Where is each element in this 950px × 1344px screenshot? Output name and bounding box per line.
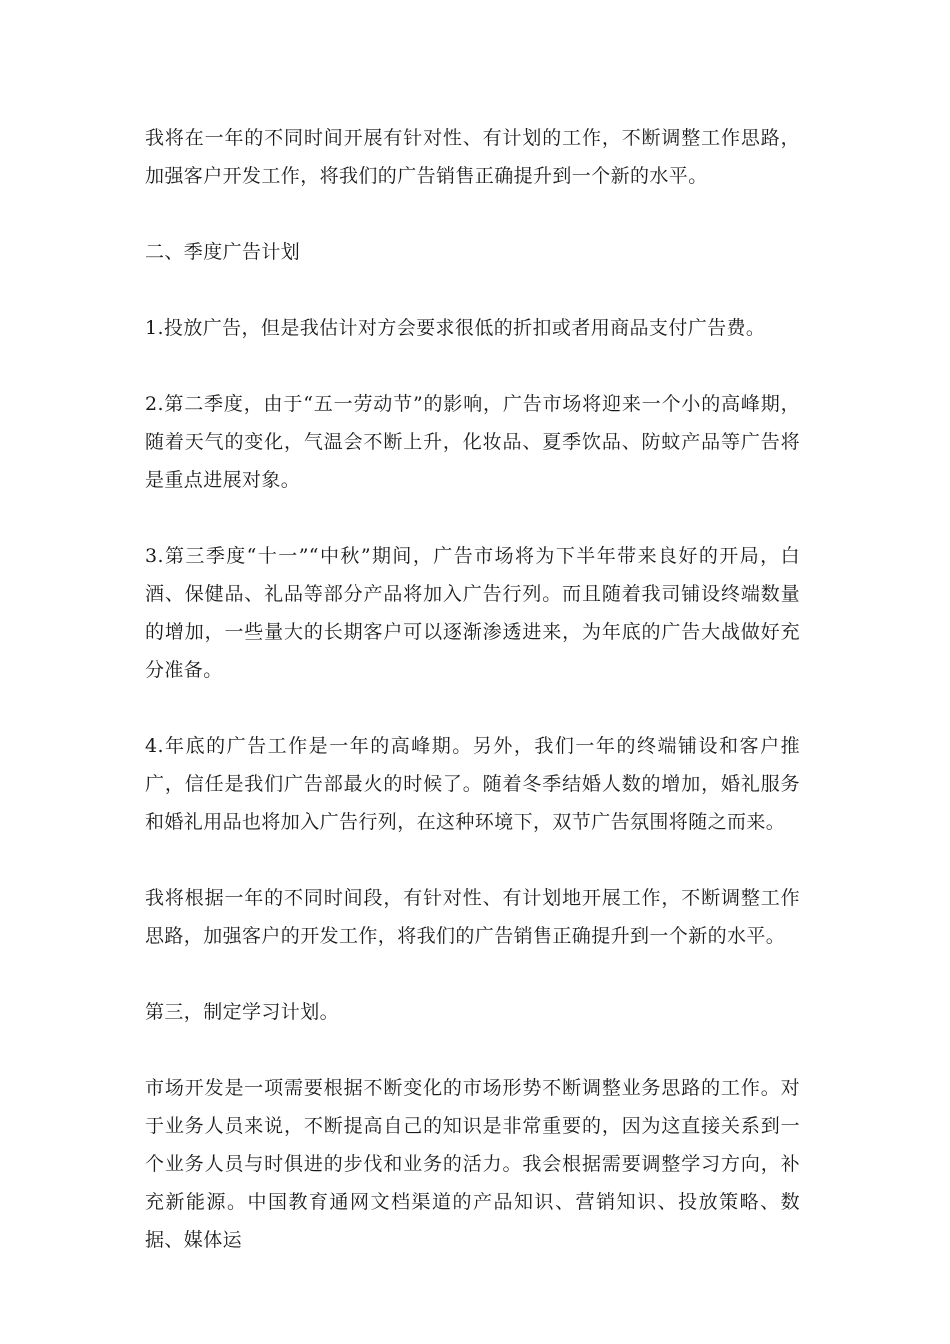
list-item-2: 2.第二季度，由于“五一劳动节”的影响，广告市场将迎来一个小的高峰期，随着天气的变化，气温会不断上升，化妆品、夏季饮品、防蚊产品等广告将是重点进展对象。 [145, 393, 800, 491]
list-item-3: 3.第三季度“十一”“中秋”期间，广告市场将为下半年带来良好的开局，白酒、保健品、礼品等部分产品将加入广告行列。而且随着我司铺设终端数量的增加，一些量大的长期客户可以逐渐渗透进来，为年底的广告大战做好充分准备。 [145, 545, 800, 681]
section-heading-quarterly-ad-plan: 二、季度广告计划 [145, 241, 301, 263]
list-item-4: 4.年底的广告工作是一年的高峰期。另外，我们一年的终端铺设和客户推广，信任是我们广告部最火的时候了。随着冬季结婚人数的增加，婚礼服务和婚礼用品也将加入广告行列，在这种环境下，双节广告氛围将随之而来。 [145, 735, 800, 833]
document-body [145, 119, 800, 1297]
section-heading-study-plan: 第三，制定学习计划。 [145, 1001, 340, 1023]
paragraph-study-plan: 市场开发是一项需要根据不断变化的市场形势不断调整业务思路的工作。对于业务人员来说，不断提高自己的知识是非常重要的，因为这直接关系到一个业务人员与时俱进的步伐和业务的活力。我会根据需要调整学习方向，补充新能源。中国教育通网文档渠道的产品知识、营销知识、投放策略、数据、媒体运 [145, 1077, 800, 1251]
paragraph-summary: 我将根据一年的不同时间段，有针对性、有计划地开展工作，不断调整工作思路，加强客户的开发工作，将我们的广告销售正确提升到一个新的水平。 [145, 887, 800, 947]
paragraph-intro: 我将在一年的不同时间开展有针对性、有计划的工作，不断调整工作思路，加强客户开发工作，将我们的广告销售正确提升到一个新的水平。 [145, 127, 800, 187]
list-item-1: 1.投放广告，但是我估计对方会要求很低的折扣或者用商品支付广告费。 [145, 317, 766, 339]
